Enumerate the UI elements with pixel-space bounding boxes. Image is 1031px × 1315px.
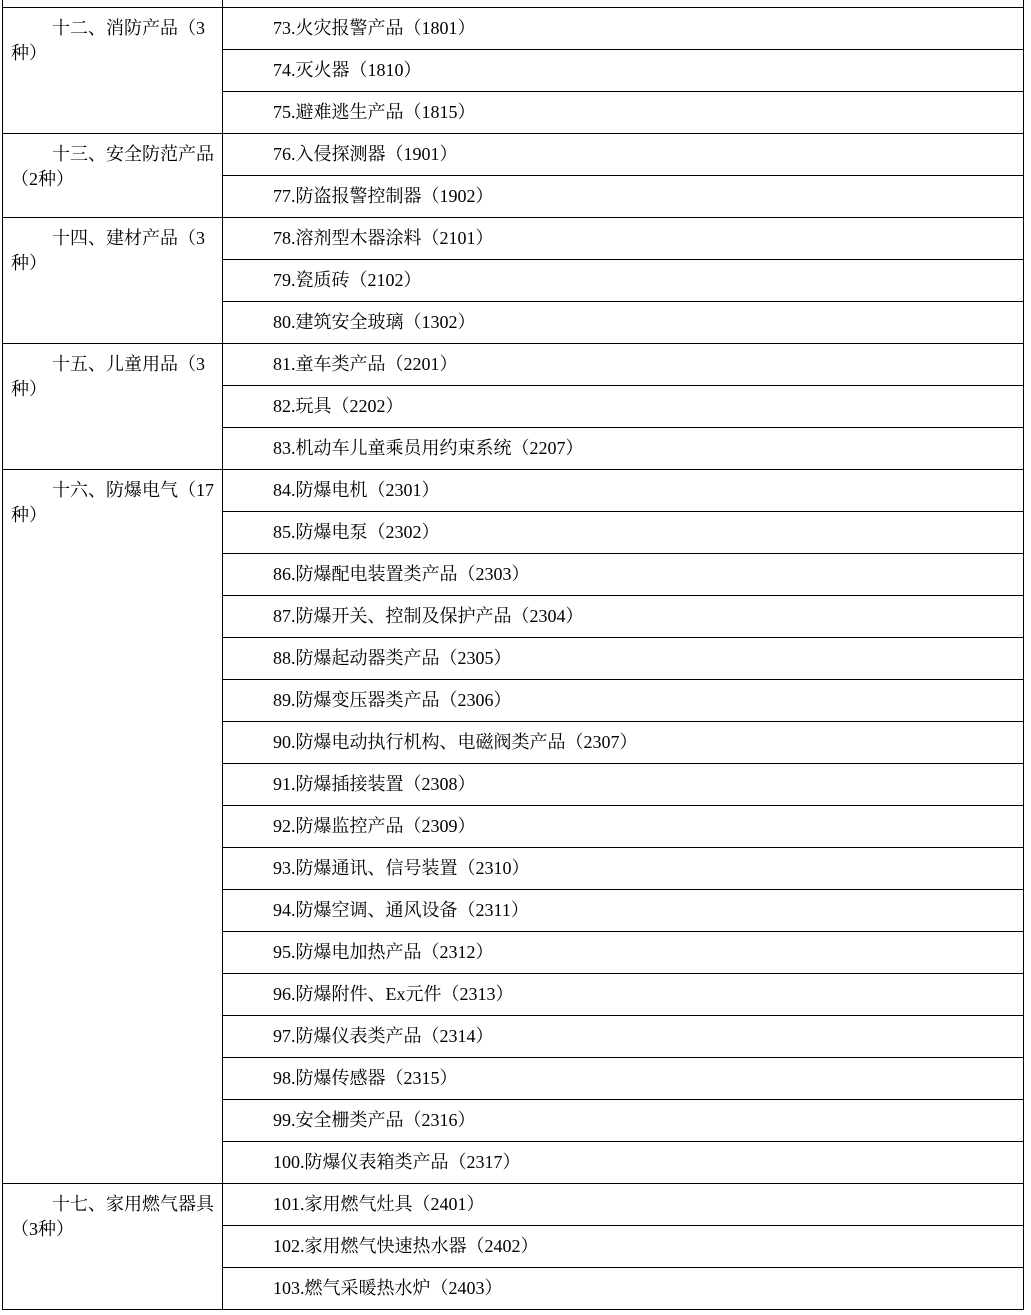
- item-cell: [223, 1058, 1024, 1100]
- stub-category-cell: [3, 0, 223, 8]
- item-cell: [223, 806, 1024, 848]
- category-label: 十五、儿童用品（3种）: [11, 354, 205, 399]
- table-body: [3, 0, 1024, 1310]
- product-catalog-table: [2, 0, 1024, 1310]
- item-cell: [223, 932, 1024, 974]
- category-label: 十二、消防产品（3种）: [11, 18, 205, 63]
- category-cell: [3, 8, 223, 134]
- item-cell: [223, 596, 1024, 638]
- item-cell: [223, 1100, 1024, 1142]
- item-cell: [223, 554, 1024, 596]
- item-cell: [223, 1268, 1024, 1310]
- item-cell: [223, 1016, 1024, 1058]
- item-cell: [223, 1226, 1024, 1268]
- category-label: 十三、安全防范产品（2种）: [11, 144, 214, 189]
- item-cell: [223, 260, 1024, 302]
- product-item-label: 78.溶剂型木器涂料（2101）: [273, 228, 494, 248]
- product-item-label: 75.避难逃生产品（1815）: [273, 102, 476, 122]
- item-cell: [223, 176, 1024, 218]
- item-cell: [223, 470, 1024, 512]
- item-cell: [223, 428, 1024, 470]
- product-item-label: 101.家用燃气灶具（2401）: [273, 1194, 485, 1214]
- product-item-label: 81.童车类产品（2201）: [273, 354, 458, 374]
- product-item-label: 73.火灾报警产品（1801）: [273, 18, 476, 38]
- product-item-label: 77.防盗报警控制器（1902）: [273, 186, 494, 206]
- table-row: [3, 134, 1024, 176]
- product-item-label: 89.防爆变压器类产品（2306）: [273, 690, 512, 710]
- product-item-label: 102.家用燃气快速热水器（2402）: [273, 1236, 539, 1256]
- item-cell: [223, 344, 1024, 386]
- item-cell: [223, 92, 1024, 134]
- item-cell: [223, 680, 1024, 722]
- item-cell: [223, 1184, 1024, 1226]
- product-item-label: 74.灭火器（1810）: [273, 60, 422, 80]
- item-cell: [223, 974, 1024, 1016]
- item-cell: [223, 218, 1024, 260]
- product-item-label: 94.防爆空调、通风设备（2311）: [273, 900, 529, 920]
- stub-item-cell: [223, 0, 1024, 8]
- category-label: 十四、建材产品（3种）: [11, 228, 205, 273]
- category-cell: [3, 218, 223, 344]
- item-cell: [223, 848, 1024, 890]
- product-item-label: 80.建筑安全玻璃（1302）: [273, 312, 476, 332]
- table-top-stub-row: [3, 0, 1024, 8]
- category-label: 十六、防爆电气（17种）: [11, 480, 214, 525]
- item-cell: [223, 302, 1024, 344]
- product-item-label: 83.机动车儿童乘员用约束系统（2207）: [273, 438, 584, 458]
- item-cell: [223, 512, 1024, 554]
- table-row: [3, 1184, 1024, 1226]
- item-cell: [223, 722, 1024, 764]
- product-item-label: 99.安全栅类产品（2316）: [273, 1110, 476, 1130]
- category-cell: [3, 470, 223, 1184]
- product-item-label: 82.玩具（2202）: [273, 396, 404, 416]
- item-cell: [223, 134, 1024, 176]
- product-item-label: 93.防爆通讯、信号装置（2310）: [273, 858, 530, 878]
- product-item-label: 87.防爆开关、控制及保护产品（2304）: [273, 606, 584, 626]
- item-cell: [223, 8, 1024, 50]
- product-item-label: 96.防爆附件、Ex元件（2313）: [273, 984, 514, 1004]
- product-item-label: 85.防爆电泵（2302）: [273, 522, 440, 542]
- product-item-label: 79.瓷质砖（2102）: [273, 270, 422, 290]
- product-item-label: 97.防爆仪表类产品（2314）: [273, 1026, 494, 1046]
- category-cell: [3, 1184, 223, 1310]
- product-item-label: 76.入侵探测器（1901）: [273, 144, 458, 164]
- table-row: [3, 218, 1024, 260]
- table-row: [3, 8, 1024, 50]
- product-item-label: 84.防爆电机（2301）: [273, 480, 440, 500]
- item-cell: [223, 50, 1024, 92]
- product-item-label: 90.防爆电动执行机构、电磁阀类产品（2307）: [273, 732, 638, 752]
- item-cell: [223, 1142, 1024, 1184]
- product-item-label: 88.防爆起动器类产品（2305）: [273, 648, 512, 668]
- category-label: 十七、家用燃气器具（3种）: [11, 1194, 214, 1239]
- table-row: [3, 470, 1024, 512]
- product-item-label: 100.防爆仪表箱类产品（2317）: [273, 1152, 521, 1172]
- item-cell: [223, 890, 1024, 932]
- item-cell: [223, 764, 1024, 806]
- product-item-label: 92.防爆监控产品（2309）: [273, 816, 476, 836]
- item-cell: [223, 638, 1024, 680]
- product-item-label: 95.防爆电加热产品（2312）: [273, 942, 494, 962]
- category-cell: [3, 344, 223, 470]
- item-cell: [223, 386, 1024, 428]
- product-item-label: 86.防爆配电装置类产品（2303）: [273, 564, 530, 584]
- product-item-label: 98.防爆传感器（2315）: [273, 1068, 458, 1088]
- table-row: [3, 344, 1024, 386]
- product-item-label: 91.防爆插接装置（2308）: [273, 774, 476, 794]
- category-cell: [3, 134, 223, 218]
- product-item-label: 103.燃气采暖热水炉（2403）: [273, 1278, 503, 1298]
